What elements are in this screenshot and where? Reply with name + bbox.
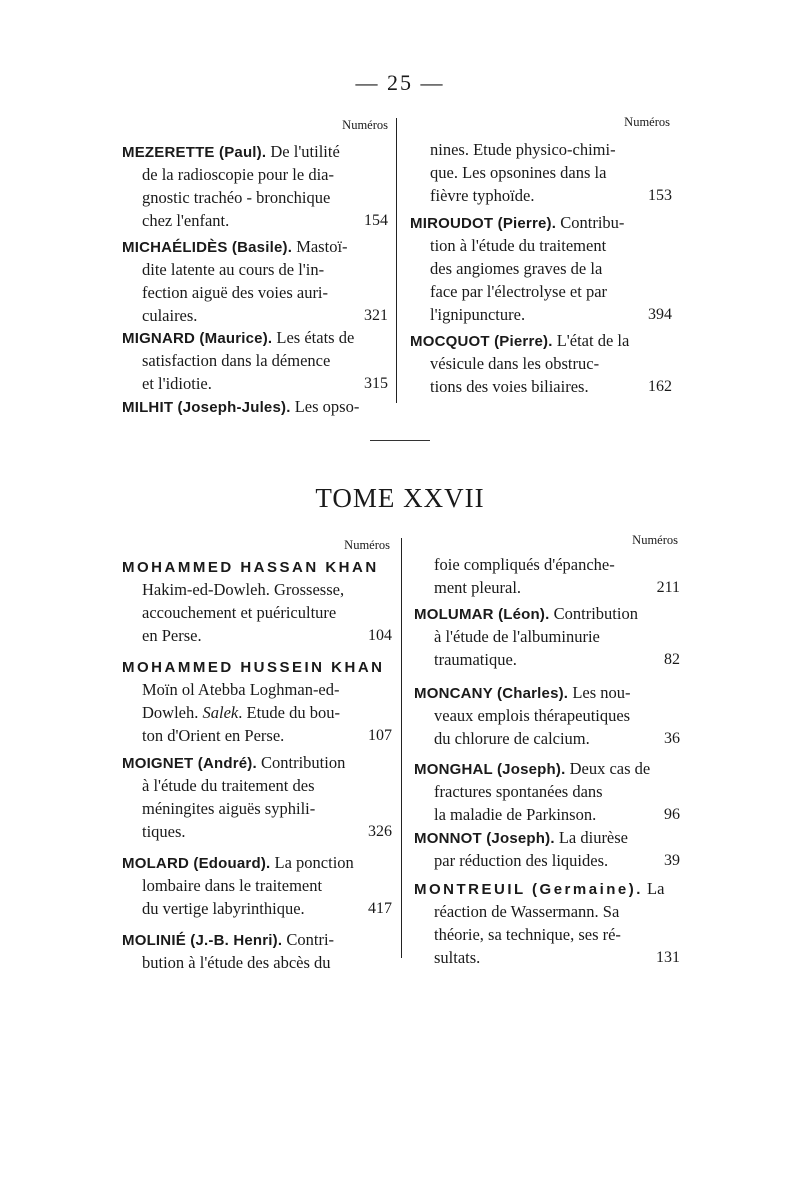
index-entry — [122, 555, 392, 647]
entry-line — [122, 281, 388, 304]
entry-line — [414, 877, 680, 900]
entry-text: satisfaction dans la démence — [142, 351, 331, 370]
entry-line — [122, 372, 388, 395]
entry-line — [414, 602, 680, 625]
column-divider-bottom — [401, 538, 402, 958]
index-entry — [122, 655, 392, 747]
entry-line — [414, 826, 680, 849]
thesis-number: 131 — [656, 949, 680, 966]
author-name: MILHIT (Joseph-Jules). — [122, 399, 291, 416]
author-name: MONNOT (Joseph). — [414, 830, 555, 847]
index-entry — [122, 751, 392, 843]
thesis-number: 417 — [368, 900, 392, 917]
thesis-number: 321 — [364, 307, 388, 324]
index-entry — [122, 928, 392, 974]
entry-line — [410, 138, 672, 161]
entry-text: fractures spontanées dans — [434, 782, 603, 801]
entry-text: ment pleural. — [434, 578, 522, 597]
author-name: MOLINIÉ (J.-B. Henri). — [122, 932, 283, 949]
author-name: MIGNARD (Maurice). — [122, 330, 273, 347]
entry-line — [414, 757, 680, 780]
entry-text: veaux emplois thérapeutiques — [434, 706, 631, 725]
entry-text: Deux cas de — [565, 759, 651, 778]
entry-text: Mastoï- — [292, 237, 348, 256]
entry-text: Les nou- — [568, 683, 631, 702]
entry-line — [414, 780, 680, 803]
entry-text: et l'idiotie. — [142, 374, 212, 393]
entry-line — [410, 352, 672, 375]
entry-text: dite latente au cours de l'in- — [142, 260, 325, 279]
index-entry — [122, 395, 388, 418]
entry-line — [122, 701, 392, 724]
entry-line — [122, 751, 392, 774]
thesis-number: 39 — [664, 852, 680, 869]
entry-line — [122, 774, 392, 797]
entry-text: accouchement et puériculture — [142, 603, 337, 622]
entry-line — [122, 897, 392, 920]
index-entry — [410, 211, 672, 326]
entry-text: Contri- — [282, 930, 335, 949]
entry-line — [414, 553, 680, 576]
entry-line — [410, 234, 672, 257]
entry-text: Moïn ol Atebba Loghman-ed- — [142, 680, 340, 699]
entry-line — [122, 258, 388, 281]
entry-text: chez l'enfant. — [142, 211, 230, 230]
entry-text: sultats. — [434, 948, 481, 967]
entry-text: bution à l'étude des abcès du — [142, 953, 331, 972]
index-entry — [414, 826, 680, 872]
index-entry — [122, 140, 388, 232]
entry-text: de la radioscopie pour le dia- — [142, 165, 334, 184]
entry-line — [122, 874, 392, 897]
entry-text: traumatique. — [434, 650, 517, 669]
entry-text: en Perse. — [142, 626, 202, 645]
entry-line — [414, 946, 680, 969]
column-header-bottom-right: Numéros — [632, 533, 678, 547]
italic-title: Salek — [202, 703, 239, 722]
entry-text: Les états de — [272, 328, 355, 347]
entry-text: La diurèse — [554, 828, 629, 847]
thesis-number: 107 — [368, 727, 392, 744]
entry-line — [414, 625, 680, 648]
entry-line — [122, 349, 388, 372]
entry-text: gnostic trachéo - bronchique — [142, 188, 331, 207]
thesis-number: 326 — [368, 823, 392, 840]
entry-line — [414, 727, 680, 750]
entry-line — [414, 900, 680, 923]
entry-line — [414, 648, 680, 671]
thesis-number: 96 — [664, 806, 680, 823]
entry-text: par réduction des liquides. — [434, 851, 609, 870]
index-entry — [122, 851, 392, 920]
entry-text: tions des voies biliaires. — [430, 377, 589, 396]
entry-line — [122, 555, 392, 578]
entry-text: à l'étude de l'albuminurie — [434, 627, 600, 646]
author-name: MONGHAL (Joseph). — [414, 761, 566, 778]
section-rule — [370, 440, 430, 441]
entry-text: De l'utilité — [266, 142, 340, 161]
entry-line — [410, 375, 672, 398]
entry-text: La ponction — [270, 853, 354, 872]
entry-line — [122, 624, 392, 647]
thesis-number: 104 — [368, 627, 392, 644]
column-divider-top — [396, 118, 397, 403]
entry-text: réaction de Wassermann. Sa — [434, 902, 620, 921]
author-name: MICHAÉLIDÈS (Basile). — [122, 239, 293, 256]
entry-text: nines. Etude physico-chimi- — [430, 140, 616, 159]
index-entry — [122, 235, 388, 327]
page-number: — 25 — — [355, 70, 445, 95]
entry-text: la maladie de Parkinson. — [434, 805, 597, 824]
index-entry — [414, 553, 680, 599]
entry-text: fection aiguë des voies auri- — [142, 283, 329, 302]
entry-text: ton d'Orient en Perse. — [142, 726, 285, 745]
author-name: MOIGNET (André). — [122, 755, 257, 772]
entry-line — [410, 303, 672, 326]
thesis-number: 162 — [648, 378, 672, 395]
entry-line — [122, 395, 388, 418]
thesis-number: 394 — [648, 306, 672, 323]
thesis-number: 315 — [364, 375, 388, 392]
author-name: MOLUMAR (Léon). — [414, 606, 550, 623]
entry-text: Dowleh. — [142, 703, 203, 722]
author-name: MOHAMMED HASSAN KHAN — [122, 559, 379, 576]
entry-line — [122, 578, 392, 601]
entry-text: Contribution — [256, 753, 346, 772]
entry-text: face par l'électrolyse et par — [430, 282, 608, 301]
entry-text: à l'étude du traitement des — [142, 776, 315, 795]
index-entry — [414, 681, 680, 750]
entry-text: . Etude du bou- — [238, 703, 340, 722]
entry-line — [122, 326, 388, 349]
entry-line — [410, 329, 672, 352]
entry-line — [122, 601, 392, 624]
column-header-top-left: Numéros — [342, 118, 388, 132]
entry-line — [410, 184, 672, 207]
index-entry — [414, 877, 680, 969]
author-name: MONCANY (Charles). — [414, 685, 569, 702]
entry-line — [122, 304, 388, 327]
entry-line — [410, 161, 672, 184]
index-entry — [414, 602, 680, 671]
entry-line — [122, 928, 392, 951]
entry-text: l'ignipuncture. — [430, 305, 526, 324]
entry-line — [122, 209, 388, 232]
entry-text: vésicule dans les obstruc- — [430, 354, 600, 373]
author-name: MEZERETTE (Paul). — [122, 144, 267, 161]
thesis-number: 154 — [364, 212, 388, 229]
entry-line — [122, 951, 392, 974]
entry-line — [414, 681, 680, 704]
entry-text: L'état de la — [552, 331, 630, 350]
thesis-number: 36 — [664, 730, 680, 747]
entry-line — [122, 797, 392, 820]
entry-line — [414, 576, 680, 599]
column-header-top-right: Numéros — [624, 115, 670, 129]
section-title: TOME XXVII — [315, 483, 485, 513]
entry-line — [410, 257, 672, 280]
entry-text: tiques. — [142, 822, 186, 841]
entry-text: du vertige labyrinthique. — [142, 899, 305, 918]
index-entry — [410, 329, 672, 398]
entry-line — [414, 803, 680, 826]
entry-text: Contribution — [549, 604, 638, 623]
entry-text: théorie, sa technique, ses ré- — [434, 925, 621, 944]
author-name: MONTREUIL (Germaine). — [414, 881, 643, 898]
entry-line — [414, 923, 680, 946]
entry-line — [122, 724, 392, 747]
index-entry — [410, 138, 672, 207]
entry-line — [122, 655, 392, 678]
entry-text: culaires. — [142, 306, 198, 325]
thesis-number: 211 — [656, 579, 680, 596]
entry-text: Les opso- — [290, 397, 360, 416]
entry-text: foie compliqués d'épanche- — [434, 555, 615, 574]
entry-line — [122, 140, 388, 163]
thesis-number: 82 — [664, 651, 680, 668]
entry-line — [122, 163, 388, 186]
thesis-number: 153 — [648, 187, 672, 204]
entry-text: méningites aiguës syphili- — [142, 799, 316, 818]
index-entry — [122, 326, 388, 395]
entry-text: Hakim-ed-Dowleh. Grossesse, — [142, 580, 345, 599]
author-name: MOCQUOT (Pierre). — [410, 333, 553, 350]
index-entry — [414, 757, 680, 826]
entry-text: lombaire dans le traitement — [142, 876, 323, 895]
entry-text: du chlorure de calcium. — [434, 729, 590, 748]
entry-line — [122, 851, 392, 874]
entry-text: tion à l'étude du traitement — [430, 236, 607, 255]
author-name: MOHAMMED HUSSEIN KHAN — [122, 659, 385, 676]
entry-line — [410, 211, 672, 234]
entry-text: La — [642, 879, 665, 898]
entry-text: fièvre typhoïde. — [430, 186, 535, 205]
entry-line — [122, 235, 388, 258]
entry-line — [410, 280, 672, 303]
entry-line — [122, 186, 388, 209]
author-name: MOLARD (Edouard). — [122, 855, 271, 872]
entry-text: des angiomes graves de la — [430, 259, 603, 278]
entry-text: Contribu- — [556, 213, 625, 232]
entry-line — [414, 849, 680, 872]
entry-text: que. Les opsonines dans la — [430, 163, 607, 182]
entry-line — [414, 704, 680, 727]
column-header-bottom-left: Numéros — [344, 538, 390, 552]
entry-line — [122, 678, 392, 701]
entry-line — [122, 820, 392, 843]
author-name: MIROUDOT (Pierre). — [410, 215, 557, 232]
